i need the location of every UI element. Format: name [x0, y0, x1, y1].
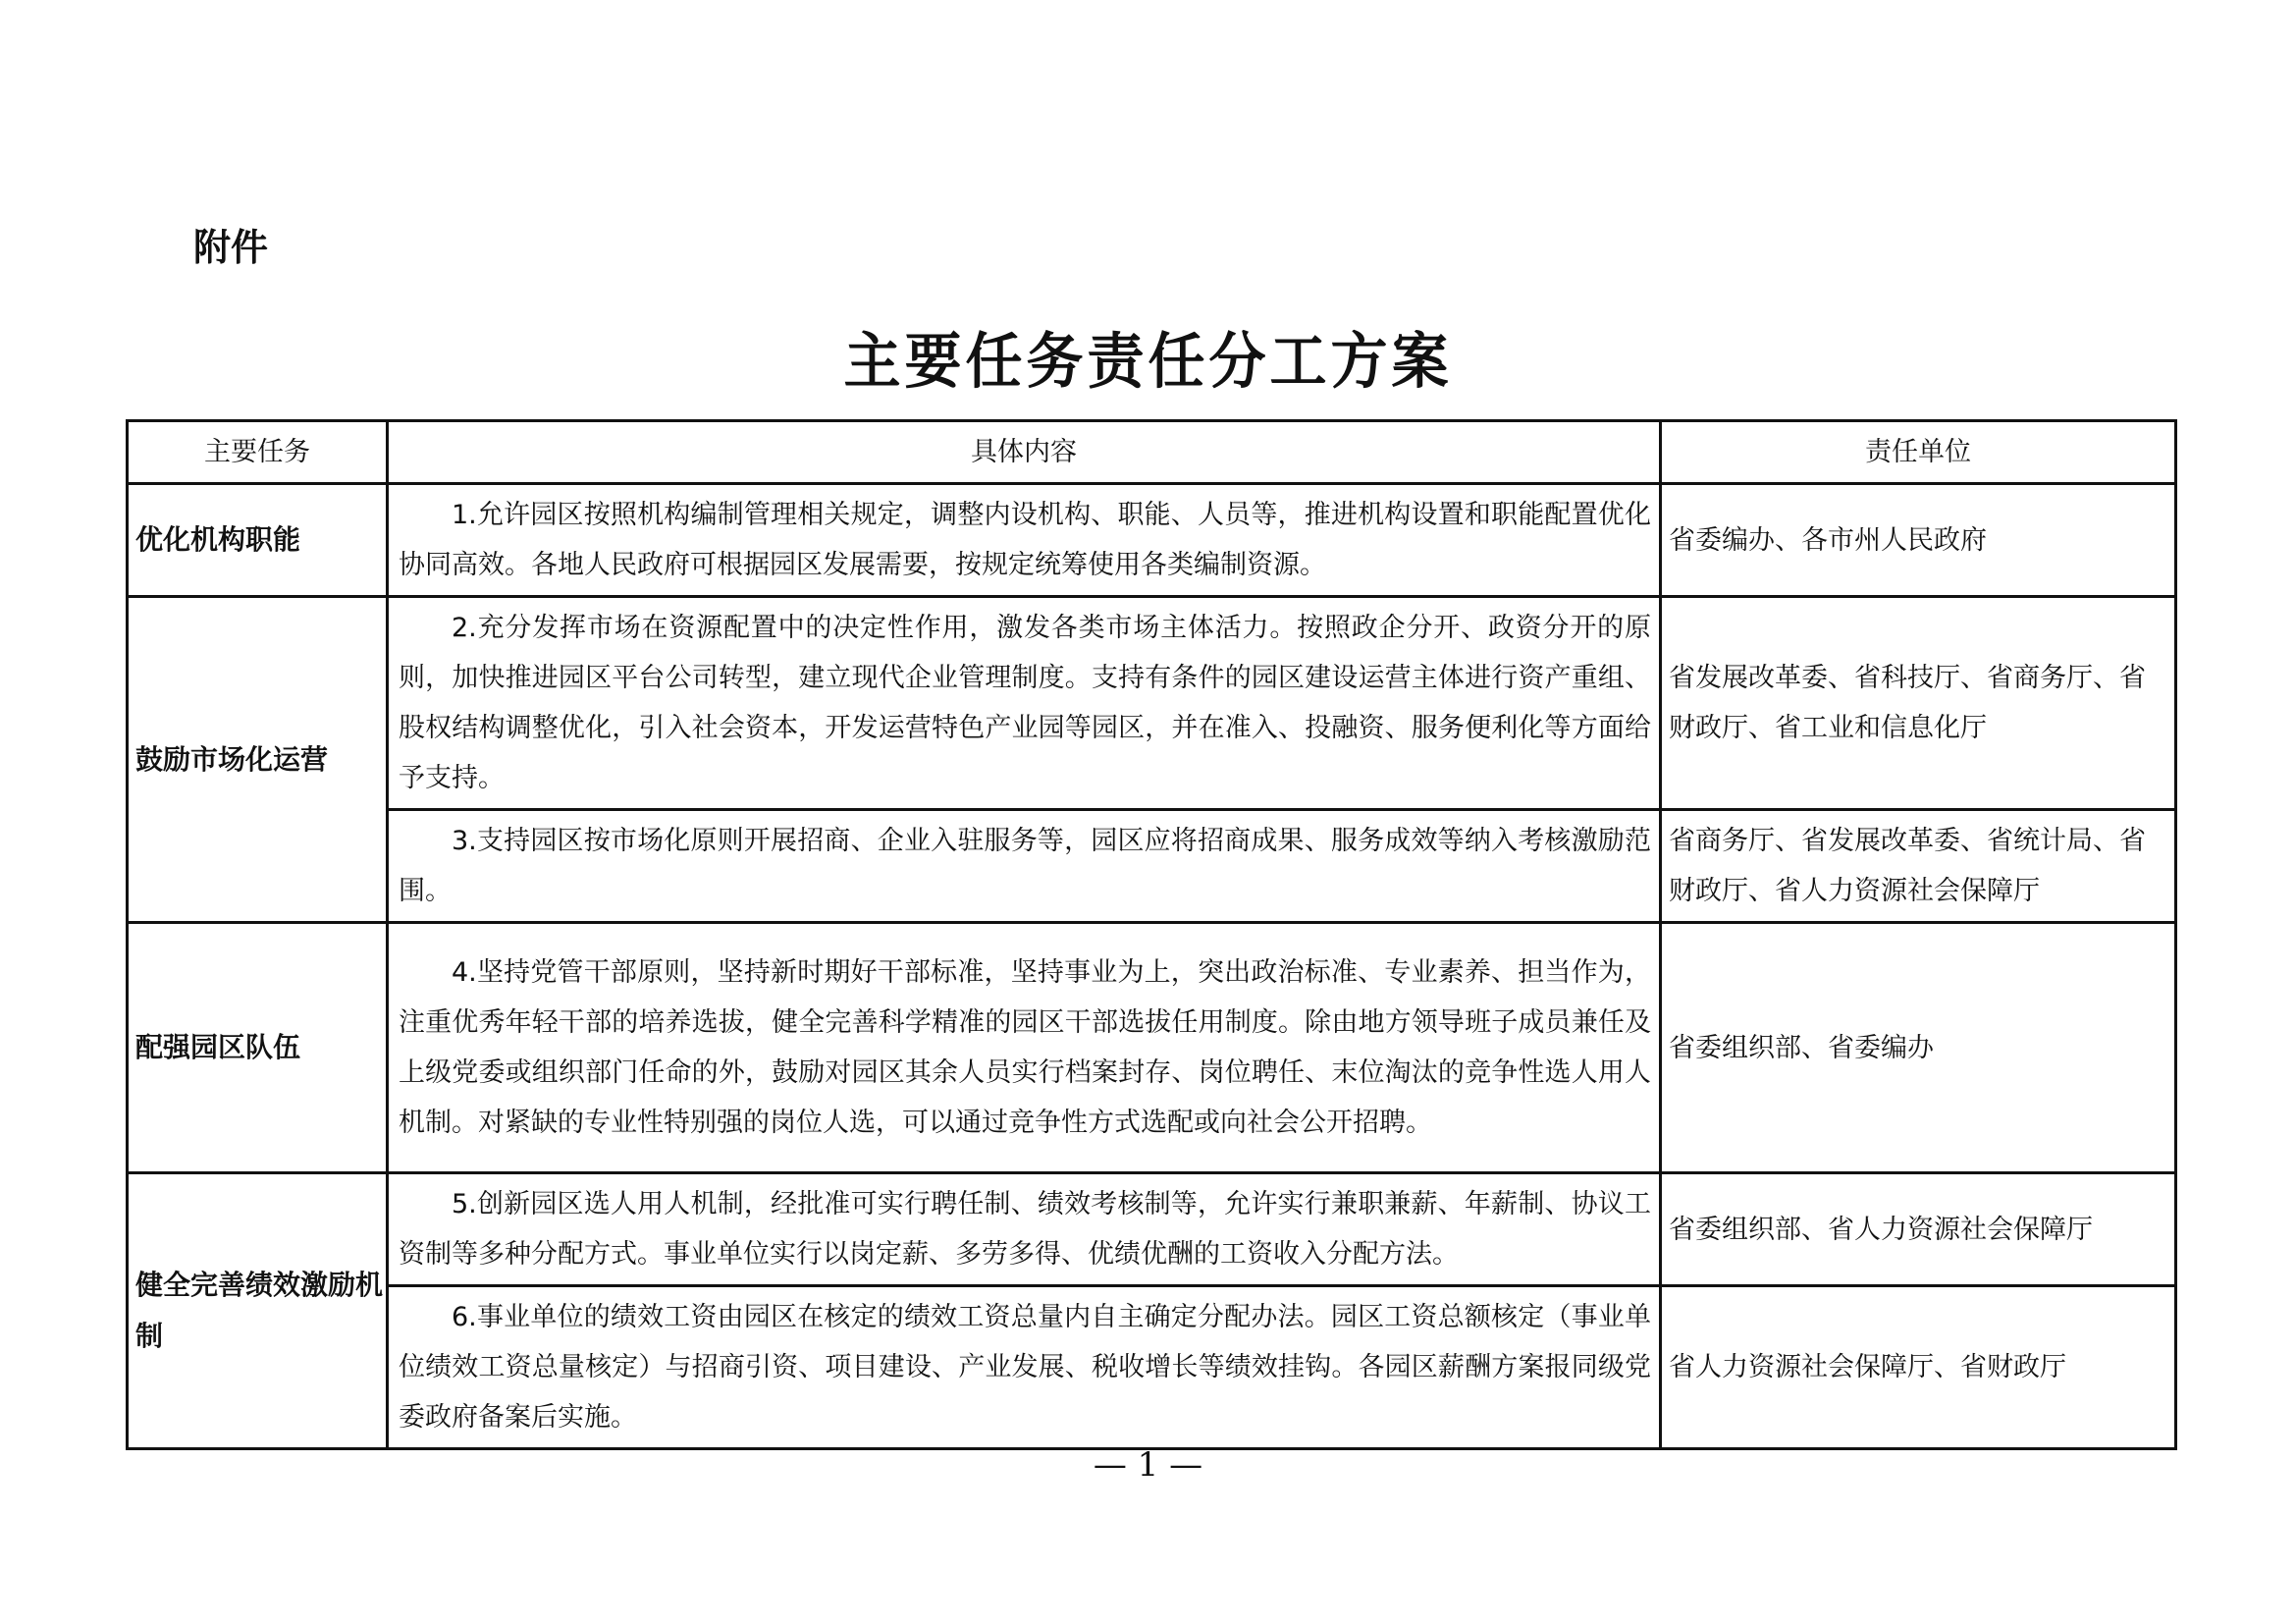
- content-text: 3.支持园区按市场化原则开展招商、企业入驻服务等，园区应将招商成果、服务成效等纳入考核激励范围。: [399, 826, 1651, 906]
- content-cell: [388, 1173, 1661, 1286]
- table-row: [128, 484, 2176, 597]
- table-row: [128, 810, 2176, 923]
- unit-cell: 省商务厅、省发展改革委、省统计局、省财政厅、省人力资源社会保障厅: [1661, 810, 2176, 923]
- attachment-label: 附件: [193, 226, 269, 269]
- unit-cell: 省委组织部、省人力资源社会保障厅: [1661, 1173, 2176, 1286]
- unit-cell: 省人力资源社会保障厅、省财政厅: [1661, 1286, 2176, 1449]
- task-cell: 鼓励市场化运营: [128, 597, 388, 923]
- task-cell: 健全完善绩效激励机制: [128, 1173, 388, 1449]
- content-cell: [388, 484, 1661, 597]
- document-title: 主要任务责任分工方案: [843, 325, 1453, 398]
- header-unit: 责任单位: [1661, 421, 2176, 484]
- content-cell: [388, 1286, 1661, 1449]
- unit-cell: 省委组织部、省委编办: [1661, 923, 2176, 1173]
- content-text: 6.事业单位的绩效工资由园区在核定的绩效工资总量内自主确定分配办法。园区工资总额核定（事业单位绩效工资总量核定）与招商引资、项目建设、产业发展、税收增长等绩效挂钩。各园区薪酬方案报同级党委政府备案后实施。: [399, 1302, 1651, 1433]
- content-cell: [388, 810, 1661, 923]
- content-text: 2.充分发挥市场在资源配置中的决定性作用，激发各类市场主体活力。按照政企分开、政资分开的原则，加快推进园区平台公司转型，建立现代企业管理制度。支持有条件的园区建设运营主体进行资产重组、股权结构调整优化，引入社会资本，开发运营特色产业园等园区，并在准入、投融资、服务便利化等方面给予支持。: [399, 613, 1651, 793]
- table-row: [128, 1173, 2176, 1286]
- table-row: [128, 597, 2176, 810]
- content-text: 1.允许园区按照机构编制管理相关规定，调整内设机构、职能、人员等，推进机构设置和职能配置优化协同高效。各地人民政府可根据园区发展需要，按规定统筹使用各类编制资源。: [399, 500, 1651, 580]
- content-text: 5.创新园区选人用人机制，经批准可实行聘任制、绩效考核制等，允许实行兼职兼薪、年薪制、协议工资制等多种分配方式。事业单位实行以岗定薪、多劳多得、优绩优酬的工资收入分配方法。: [399, 1189, 1651, 1270]
- content-text: 4.坚持党管干部原则，坚持新时期好干部标准，坚持事业为上，突出政治标准、专业素养、担当作为，注重优秀年轻干部的培养选拔，健全完善科学精准的园区干部选拔任用制度。除由地方领导班子成员兼任及上级党委或组织部门任命的外，鼓励对园区其余人员实行档案封存、岗位聘任、末位淘汰的竞争性选人用人机制。对紧缺的专业性特别强的岗位人选，可以通过竞争性方式选配或向社会公开招聘。: [399, 957, 1651, 1138]
- content-cell: [388, 597, 1661, 810]
- header-content: 具体内容: [388, 421, 1661, 484]
- task-cell: 配强园区队伍: [128, 923, 388, 1173]
- task-responsibility-table: [126, 419, 2177, 1450]
- table-header-row: [128, 421, 2176, 484]
- unit-cell: 省发展改革委、省科技厅、省商务厅、省财政厅、省工业和信息化厅: [1661, 597, 2176, 810]
- unit-cell: 省委编办、各市州人民政府: [1661, 484, 2176, 597]
- page-number: — 1 —: [1093, 1445, 1203, 1485]
- task-cell: 优化机构职能: [128, 484, 388, 597]
- header-task: 主要任务: [128, 421, 388, 484]
- table-row: [128, 1286, 2176, 1449]
- table-row: [128, 923, 2176, 1173]
- content-cell: [388, 923, 1661, 1173]
